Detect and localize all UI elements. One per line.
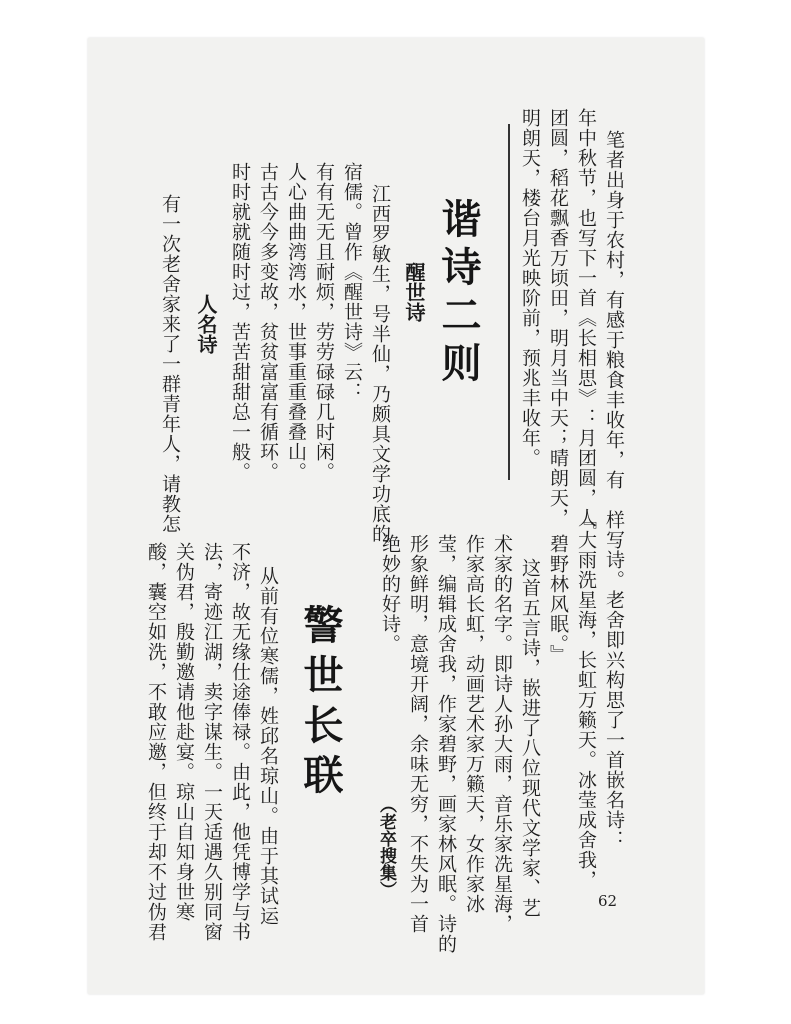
- section-rule: [508, 124, 510, 480]
- section-title-jingshi: 警世长联: [297, 604, 344, 804]
- laoshe-col-7: 莹，编辑成舍我，作家碧野，画家林风眠。诗的: [435, 534, 457, 954]
- laoshe-col-1: 样写诗。老舍即兴构思了一首嵌名诗：: [603, 510, 625, 850]
- intro-col-1: 笔者出身于农村，有感于粮食丰收年，有: [603, 130, 625, 490]
- page-number: 62: [598, 892, 618, 910]
- xingshi-col-5: 古古今今多变故，贫贫富富有循环。: [257, 162, 279, 482]
- book-page: [88, 38, 704, 994]
- jingshi-col-5: 酸，囊空如洗，不敢应邀，但终于却不过伪君: [145, 542, 167, 942]
- laoshe-col-9: 绝妙的好诗。: [379, 534, 401, 654]
- jingshi-col-2: 不济，故无缘仕途俸禄。由此，他凭博学与书: [229, 542, 251, 942]
- intro-col-2: 年中秋节，也写下一首《长相思》：月团圆，人: [575, 108, 597, 528]
- intro-col-3: 团圆，稻花飘香万顷田，明月当中天；晴朗天，: [547, 108, 569, 528]
- laoshe-col-2: 『大雨洗星海，长虹万籁天。冰莹成舍我，: [575, 510, 597, 890]
- laoshe-col-4: 这首五言诗，嵌进了八位现代文学家、艺: [519, 558, 541, 918]
- credit-laozu: （老卒搜集）: [376, 796, 396, 898]
- laoshe-col-8: 形象鲜明，意境开阔，余味无穷，不失为一首: [407, 534, 429, 934]
- renming-col-1: 有一次老舍家来了一群青年人，请教怎: [159, 194, 181, 534]
- xingshi-col-3: 有有无无且耐烦，劳劳碌碌几时闲。: [313, 162, 335, 482]
- section-title-xieshi: 谐诗二则: [435, 198, 482, 390]
- jingshi-col-1: 从前有位寒儒，姓邱名琼山。由于其试运: [257, 566, 279, 926]
- subtitle-renmingshi: 人名诗: [194, 294, 218, 354]
- xingshi-col-1: 江西罗敏生，号半仙，乃颇具文学功底的: [369, 184, 391, 544]
- xingshi-col-6: 时时就就随时过，苦苦甜甜总一般。: [229, 162, 251, 482]
- laoshe-col-5: 术家的名字。即诗人孙大雨，音乐家冼星海，: [491, 534, 513, 934]
- laoshe-col-3: 碧野林风眠。』: [547, 534, 569, 665]
- xingshi-col-4: 人心曲曲湾湾水，世事重重叠叠山。: [285, 162, 307, 482]
- intro-col-4: 明朗天，楼台月光映阶前，预兆丰收年。: [519, 108, 541, 468]
- laoshe-col-6: 作家高长虹，动画艺术家万籁天，女作家冰: [463, 534, 485, 914]
- jingshi-col-4: 关伪君，殷勤邀请他赴宴。琼山自知身世寒: [173, 542, 195, 922]
- xingshi-col-2: 宿儒。曾作《醒世诗》云：: [341, 162, 363, 402]
- subtitle-xingshishi: 醒世诗: [402, 262, 426, 322]
- jingshi-col-3: 法，寄迹江湖，卖字谋生。一天适遇久别同窗: [201, 542, 223, 942]
